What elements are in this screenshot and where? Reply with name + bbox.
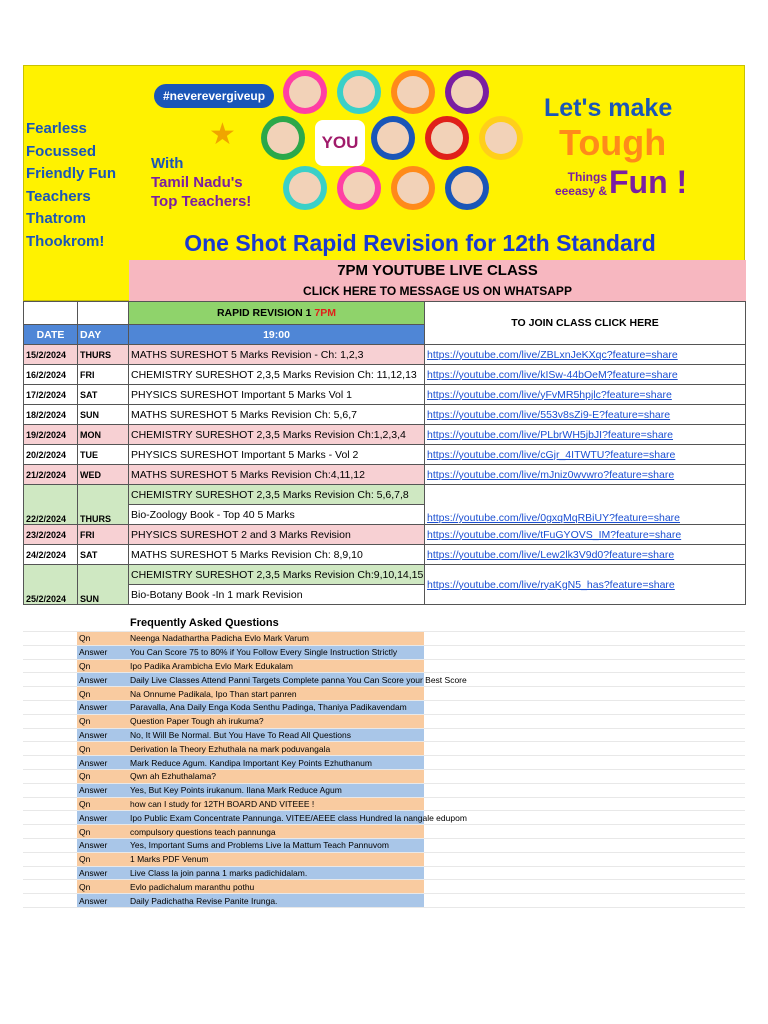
you-badge: YOU (315, 120, 365, 166)
faq-row (23, 714, 745, 728)
youtube-link[interactable]: https://youtube.com/live/PLbrWH5jbJI?feature=share (427, 428, 674, 441)
table-row (24, 525, 746, 545)
table-row (24, 565, 746, 585)
tagline (26, 118, 116, 253)
promo-banner (23, 65, 745, 301)
row-link (425, 545, 746, 565)
date-column-header: DATE (24, 325, 78, 345)
teacher-face-icon (343, 172, 375, 204)
faq-row (23, 659, 745, 673)
faq-type: Answer (77, 838, 128, 852)
row-day: SUN (78, 405, 129, 425)
faq-row (23, 894, 745, 908)
faq-text: No, It Will Be Normal. But You Have To Read All Questions (128, 728, 424, 742)
faq-type: Answer (77, 894, 128, 908)
teacher-photo (371, 116, 415, 160)
table-row (24, 425, 746, 445)
table-row (24, 465, 746, 485)
join-class-header: TO JOIN CLASS CLICK HERE (425, 302, 746, 345)
page-title: One Shot Rapid Revision for 12th Standard (129, 227, 711, 259)
row-topic: CHEMISTRY SURESHOT 2,3,5 Marks Revision Ch: 5,6,7,8 (129, 485, 425, 505)
faq-type: Answer (77, 673, 128, 687)
youtube-link[interactable]: https://youtube.com/live/ZBLxnJeKXqc?feature=share (427, 348, 678, 361)
teacher-photo (283, 70, 327, 114)
things-easy-text: Things eeeasy & (554, 170, 607, 198)
faq-row (23, 880, 745, 894)
live-class-heading: 7PM YOUTUBE LIVE CLASS (129, 260, 746, 281)
lets-make-text: Let's make (544, 94, 673, 122)
row-date: 15/2/2024 (24, 345, 78, 365)
faq-text: 1 Marks PDF Venum (128, 852, 424, 866)
tagline-line: Thatrom (26, 210, 86, 227)
faq-row (23, 742, 745, 756)
faq-row (23, 687, 745, 701)
table-row (24, 445, 746, 465)
row-link (425, 365, 746, 385)
tagline-line: Focussed (26, 142, 97, 160)
youtube-link[interactable]: https://youtube.com/live/Lew2lk3V9d0?feature=share (427, 548, 675, 561)
youtube-link[interactable]: https://youtube.com/live/cGjr_4ITWTU?feature=share (427, 448, 676, 461)
youtube-link[interactable]: https://youtube.com/live/tFuGYOVS_IM?feature=share (427, 528, 682, 541)
faq-row (23, 673, 745, 687)
row-date: 17/2/2024 (24, 385, 78, 405)
row-topic: PHYSICS SURESHOT Important 5 Marks Vol 1 (129, 385, 425, 405)
row-link (425, 385, 746, 405)
tough-text: Tough (559, 122, 667, 163)
row-topic: CHEMISTRY SURESHOT 2,3,5 Marks Revision Ch:9,10,14,15 (129, 565, 425, 585)
faq-type: Answer (77, 728, 128, 742)
teacher-photo (391, 70, 435, 114)
row-day: SUN (78, 565, 129, 605)
faq-type: Qn (77, 687, 128, 701)
row-date: 22/2/2024 (24, 485, 78, 525)
row-date: 24/2/2024 (24, 545, 78, 565)
faq-type: Answer (77, 783, 128, 797)
row-day: TUE (78, 445, 129, 465)
row-topic-secondary: Bio-Botany Book -In 1 mark Revision (129, 585, 425, 605)
row-date: 18/2/2024 (24, 405, 78, 425)
row-link (425, 345, 746, 365)
faq-text: Yes, Important Sums and Problems Live la Mattum Teach Pannuvom (128, 838, 424, 852)
teacher-face-icon (451, 76, 483, 108)
faq-text: Na Onnume Padikala, Ipo Than start panren (128, 687, 424, 701)
row-day: FRI (78, 365, 129, 385)
faq-row (23, 769, 745, 783)
faq-type: Answer (77, 645, 128, 659)
fun-text: Fun ! (609, 164, 688, 200)
youtube-link[interactable]: https://youtube.com/live/553v8sZi9-E?feature=share (427, 408, 671, 421)
faq-type: Answer (77, 866, 128, 880)
poster-image (129, 66, 711, 226)
row-topic: CHEMISTRY SURESHOT 2,3,5 Marks Revision Ch:1,2,3,4 (129, 425, 425, 445)
faq-type: Qn (77, 742, 128, 756)
faq-text: Derivation la Theory Ezhuthala na mark poduvangala (128, 742, 424, 756)
faq-text: Qwn ah Ezhuthalama? (128, 769, 424, 783)
tagline-line: Thookrom! (26, 232, 105, 250)
teacher-photo (337, 70, 381, 114)
faq-type: Qn (77, 632, 128, 646)
teacher-photo (391, 166, 435, 210)
youtube-link[interactable]: https://youtube.com/live/ryaKgN5_has?feature=share (427, 578, 675, 591)
table-row (24, 405, 746, 425)
table-row (24, 345, 746, 365)
teacher-face-icon (343, 76, 375, 108)
schedule-table (23, 301, 746, 605)
row-date: 16/2/2024 (24, 365, 78, 385)
faq-type: Answer (77, 700, 128, 714)
row-day: WED (78, 465, 129, 485)
row-link (425, 465, 746, 485)
faq-row (23, 852, 745, 866)
teacher-face-icon (289, 172, 321, 204)
teacher-photo (445, 166, 489, 210)
row-day: THURS (78, 345, 129, 365)
faq-text: compulsory questions teach pannunga (128, 825, 424, 839)
row-day: SAT (78, 385, 129, 405)
teacher-face-icon (485, 122, 517, 154)
faq-text: Daily Live Classes Attend Panni Targets Complete panna You Can Score your Best Score (130, 674, 467, 685)
row-date: 21/2/2024 (24, 465, 78, 485)
row-day: THURS (78, 485, 129, 525)
faq-type: Qn (77, 880, 128, 894)
faq-text: Paravalla, Ana Daily Enga Koda Senthu Padinga, Thaniya Padikavendam (128, 700, 424, 714)
row-topic: MATHS SURESHOT 5 Marks Revision - Ch: 1,2,3 (129, 345, 425, 365)
teacher-face-icon (267, 122, 299, 154)
row-link (425, 445, 746, 465)
tagline-line: Teachers (26, 187, 91, 205)
tagline-line: Fearless (26, 120, 87, 137)
time-column-header: 19:00 (129, 325, 425, 345)
table-row (24, 365, 746, 385)
row-link (425, 425, 746, 445)
row-day: FRI (78, 525, 129, 545)
youtube-link[interactable]: https://youtube.com/live/mJniz0wvwro?feature=share (427, 468, 675, 481)
teacher-face-icon (451, 172, 483, 204)
teacher-photo-grid (261, 70, 531, 220)
faq-row (23, 632, 745, 646)
teacher-photo (283, 166, 327, 210)
row-date: 19/2/2024 (24, 425, 78, 445)
teacher-photo (261, 116, 305, 160)
row-day: SAT (78, 545, 129, 565)
schedule-sheet (23, 65, 745, 908)
faq-type: Qn (77, 797, 128, 811)
faq-type: Answer (77, 811, 128, 825)
faq-type: Qn (77, 659, 128, 673)
faq-row (23, 797, 745, 811)
faq-row (23, 645, 745, 659)
youtube-link[interactable]: https://youtube.com/live/kISw-44bOeM?feature=share (427, 368, 678, 381)
faq-text: You Can Score 75 to 80% if You Follow Every Single Instruction Strictly (128, 645, 424, 659)
teacher-photo (479, 116, 523, 160)
row-topic: MATHS SURESHOT 5 Marks Revision Ch: 8,9,10 (129, 545, 425, 565)
teacher-face-icon (377, 122, 409, 154)
faq-title: Frequently Asked Questions (128, 615, 424, 632)
row-date: 23/2/2024 (24, 525, 78, 545)
row-link (425, 525, 746, 545)
rapid-revision-header: RAPID REVISION 1 7PM (129, 302, 425, 325)
row-day: MON (78, 425, 129, 445)
faq-type: Qn (77, 714, 128, 728)
teacher-face-icon (431, 122, 463, 154)
table-row (24, 545, 746, 565)
row-link (425, 565, 746, 605)
faq-row (23, 838, 745, 852)
faq-type: Qn (77, 852, 128, 866)
teacher-face-icon (397, 76, 429, 108)
row-link (425, 485, 746, 525)
youtube-link[interactable]: https://youtube.com/live/0gxqMqRBiUY?feature=share (427, 512, 681, 524)
row-topic: MATHS SURESHOT 5 Marks Revision Ch:4,11,12 (129, 465, 425, 485)
youtube-link[interactable]: https://youtube.com/live/yFvMR5hpjlc?feature=share (427, 388, 672, 401)
faq-text: Live Class la join panna 1 marks padichidalam. (128, 866, 424, 880)
table-row (24, 485, 746, 505)
teacher-photo (337, 166, 381, 210)
faq-type: Answer (77, 756, 128, 770)
faq-text: Ipo Padika Arambicha Evlo Mark Edukalam (128, 659, 424, 673)
faq-text: Question Paper Tough ah irukuma? (128, 714, 424, 728)
row-link (425, 405, 746, 425)
row-topic: PHYSICS SURESHOT 2 and 3 Marks Revision (129, 525, 425, 545)
faq-table (23, 615, 745, 908)
row-topic: MATHS SURESHOT 5 Marks Revision Ch: 5,6,7 (129, 405, 425, 425)
row-topic: PHYSICS SURESHOT Important 5 Marks - Vol 2 (129, 445, 425, 465)
row-topic: CHEMISTRY SURESHOT 2,3,5 Marks Revision Ch: 11,12,13 (129, 365, 425, 385)
teacher-photo (445, 70, 489, 114)
faq-text: Neenga Nadathartha Padicha Evlo Mark Varum (128, 632, 424, 646)
faq-text: Mark Reduce Agum. Kandipa Important Key Points Ezhuthanum (128, 756, 424, 770)
faq-type: Qn (77, 769, 128, 783)
day-column-header: DAY (78, 325, 129, 345)
whatsapp-link[interactable]: CLICK HERE TO MESSAGE US ON WHATSAPP (129, 281, 746, 301)
faq-text: how can I study for 12TH BOARD AND VITEEE ! (128, 797, 424, 811)
faq-row (23, 728, 745, 742)
teacher-face-icon (397, 172, 429, 204)
faq-text: Evlo padichalum maranthu pothu (128, 880, 424, 894)
faq-row (23, 811, 745, 825)
faq-row (23, 756, 745, 770)
row-date: 25/2/2024 (24, 565, 78, 605)
faq-text: Daily Padichatha Revise Panite Irunga. (128, 894, 424, 908)
row-date: 20/2/2024 (24, 445, 78, 465)
faq-row (23, 700, 745, 714)
faq-text: Yes, But Key Points irukanum. Ilana Mark Reduce Agum (128, 783, 424, 797)
row-topic-secondary: Bio-Zoology Book - Top 40 5 Marks (129, 505, 425, 525)
faq-type: Qn (77, 825, 128, 839)
table-row (24, 385, 746, 405)
with-teachers-text: With Tamil Nadu's Top Teachers! (151, 155, 252, 210)
star-icon: ★ (209, 118, 236, 151)
teacher-face-icon (289, 76, 321, 108)
teacher-photo (425, 116, 469, 160)
faq-text: Ipo Public Exam Concentrate Pannunga. VITEE/AEEE class Hundred la nangale edupom (130, 812, 467, 823)
faq-row (23, 825, 745, 839)
faq-row (23, 866, 745, 880)
hashtag-badge: #neverevergiveup (154, 84, 274, 108)
tagline-line: Friendly Fun (26, 165, 116, 182)
faq-row (23, 783, 745, 797)
